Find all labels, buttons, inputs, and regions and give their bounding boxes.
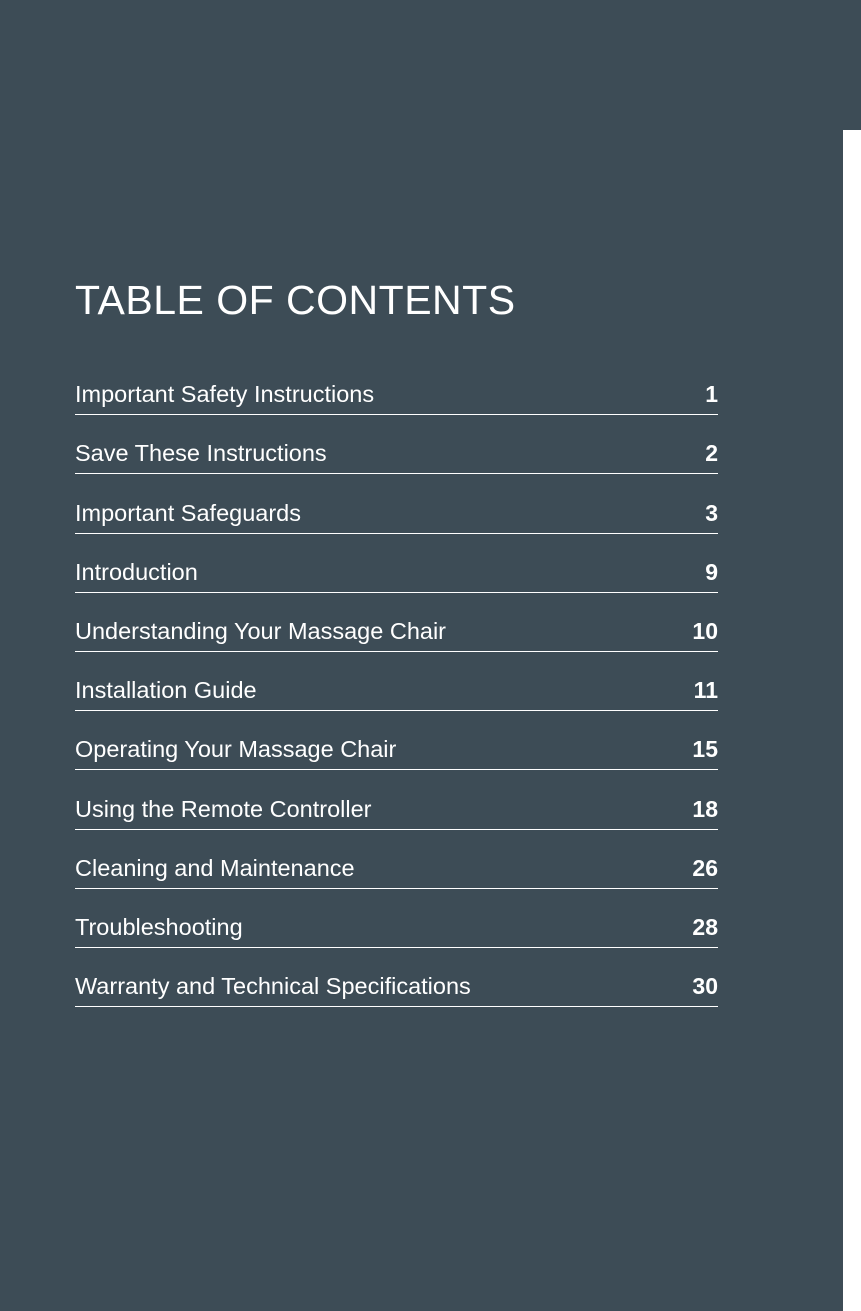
toc-entry-warranty-specifications[interactable] [75,948,718,1007]
toc-entry-label: Troubleshooting [75,913,243,940]
toc-entry-page-number: 1 [705,381,718,408]
toc-entry-label: Important Safeguards [75,499,301,526]
toc-entry-page-number: 26 [692,854,718,881]
toc-entry-label: Installation Guide [75,677,257,704]
page-title: TABLE OF CONTENTS [75,277,516,323]
toc-entry-page-number: 18 [692,795,718,822]
toc-entry-label: Using the Remote Controller [75,795,372,822]
toc-entry-troubleshooting[interactable] [75,889,718,948]
toc-entry-label: Understanding Your Massage Chair [75,617,447,644]
toc-entry-installation-guide[interactable] [75,652,718,711]
toc-entry-introduction[interactable] [75,534,718,593]
toc-entry-save-instructions[interactable] [75,415,718,474]
toc-entry-operating-chair[interactable] [75,711,718,770]
toc-entry-page-number: 9 [705,558,718,585]
toc-entry-label: Cleaning and Maintenance [75,854,355,881]
toc-entry-page-number: 11 [693,677,718,704]
table-of-contents [75,356,718,1007]
page-edge-tab [843,0,861,130]
toc-entry-page-number: 30 [692,973,718,1000]
toc-entry-label: Operating Your Massage Chair [75,736,397,763]
toc-entry-page-number: 28 [692,913,718,940]
toc-entry-remote-controller[interactable] [75,770,718,829]
toc-entry-label: Introduction [75,558,198,585]
toc-entry-page-number: 15 [692,736,718,763]
toc-entry-safeguards[interactable] [75,474,718,533]
toc-entry-page-number: 10 [692,617,718,644]
toc-entry-page-number: 3 [705,499,718,526]
toc-entry-label: Save These Instructions [75,440,327,467]
toc-entry-cleaning-maintenance[interactable] [75,830,718,889]
toc-entry-page-number: 2 [705,440,718,467]
toc-entry-safety-instructions[interactable] [75,356,718,415]
toc-entry-understanding-chair[interactable] [75,593,718,652]
toc-entry-label: Important Safety Instructions [75,381,375,408]
toc-entry-label: Warranty and Technical Specifications [75,973,471,1000]
